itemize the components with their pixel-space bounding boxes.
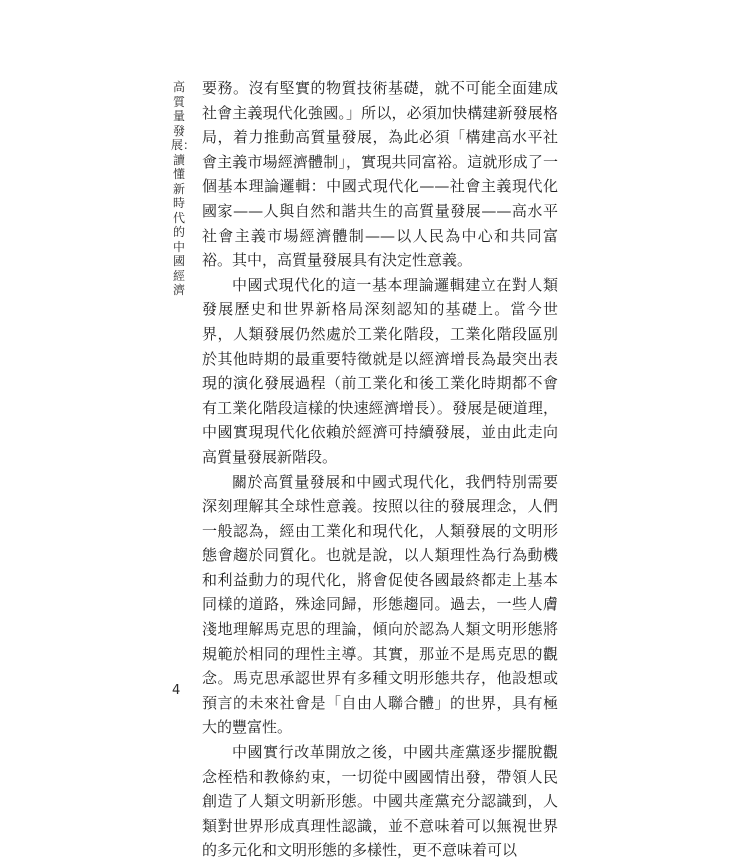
paragraph-continued: 要務。沒有堅實的物質技術基礎，就不可能全面建成社會主義現代化強國。」所以，必須加快構建新發展格局，着力推動高質量發展，為此必須「構建高水平社會主義市場經濟體制」，實現共同富裕。這就形成了一個基本理論邏輯：中國式現代化——社會主義現代化國家——人與自然和諧共生的高質量發展——高水平社會主義市場經濟體制——以人民為中心和共同富裕。其中，高質量發展具有決定性意義。 <box>202 79 558 270</box>
paragraph: 關於高質量發展和中國式現代化，我們特別需要深刻理解其全球性意義。按照以往的發展理念，人們一般認為，經由工業化和現代化，人類發展的文明形態會趨於同質化。也就是說，以人類理性為行為動機和利益動力的現代化，將會促使各國最終都走上基本同樣的道路，殊途同歸，形態趨同。過去，一些人膚淺地理解馬克思的理論，傾向於認為人類文明形態將規範於相同的理性主導。其實，那並不是馬克思的觀念。馬克思承認世界有多種文明形態共存，他設想或預言的未來社會是「自由人聯合體」的世界，具有極大的豐富性。 <box>202 472 558 737</box>
paragraph: 中國式現代化的這一基本理論邏輯建立在對人類發展歷史和世界新格局深刻認知的基礎上。當今世界，人類發展仍然處於工業化階段，工業化階段區別於其他時期的最重要特徵就是以經濟增長為最突出表現的演化發展過程（前工業化和後工業化時期都不會有工業化階段這樣的快速經濟增長）。發展是硬道理，中國實現現代化依賴於經濟可持續發展，並由此走向高質量發展新階段。 <box>202 275 558 466</box>
running-head: 高質量發展：讀懂新時代的中國經濟 <box>171 80 196 297</box>
body-text <box>202 76 558 863</box>
paragraph: 中國實行改革開放之後，中國共產黨逐步擺脫觀念桎梏和教條約束，一切從中國國情出發，帶領人民創造了人類文明新形態。中國共產黨充分認識到，人類對世界形成真理性認識，並不意味着可以無視世界的多元化和文明形態的多樣性，更不意味着可以 <box>202 743 558 860</box>
page-number: 4 <box>172 683 181 698</box>
